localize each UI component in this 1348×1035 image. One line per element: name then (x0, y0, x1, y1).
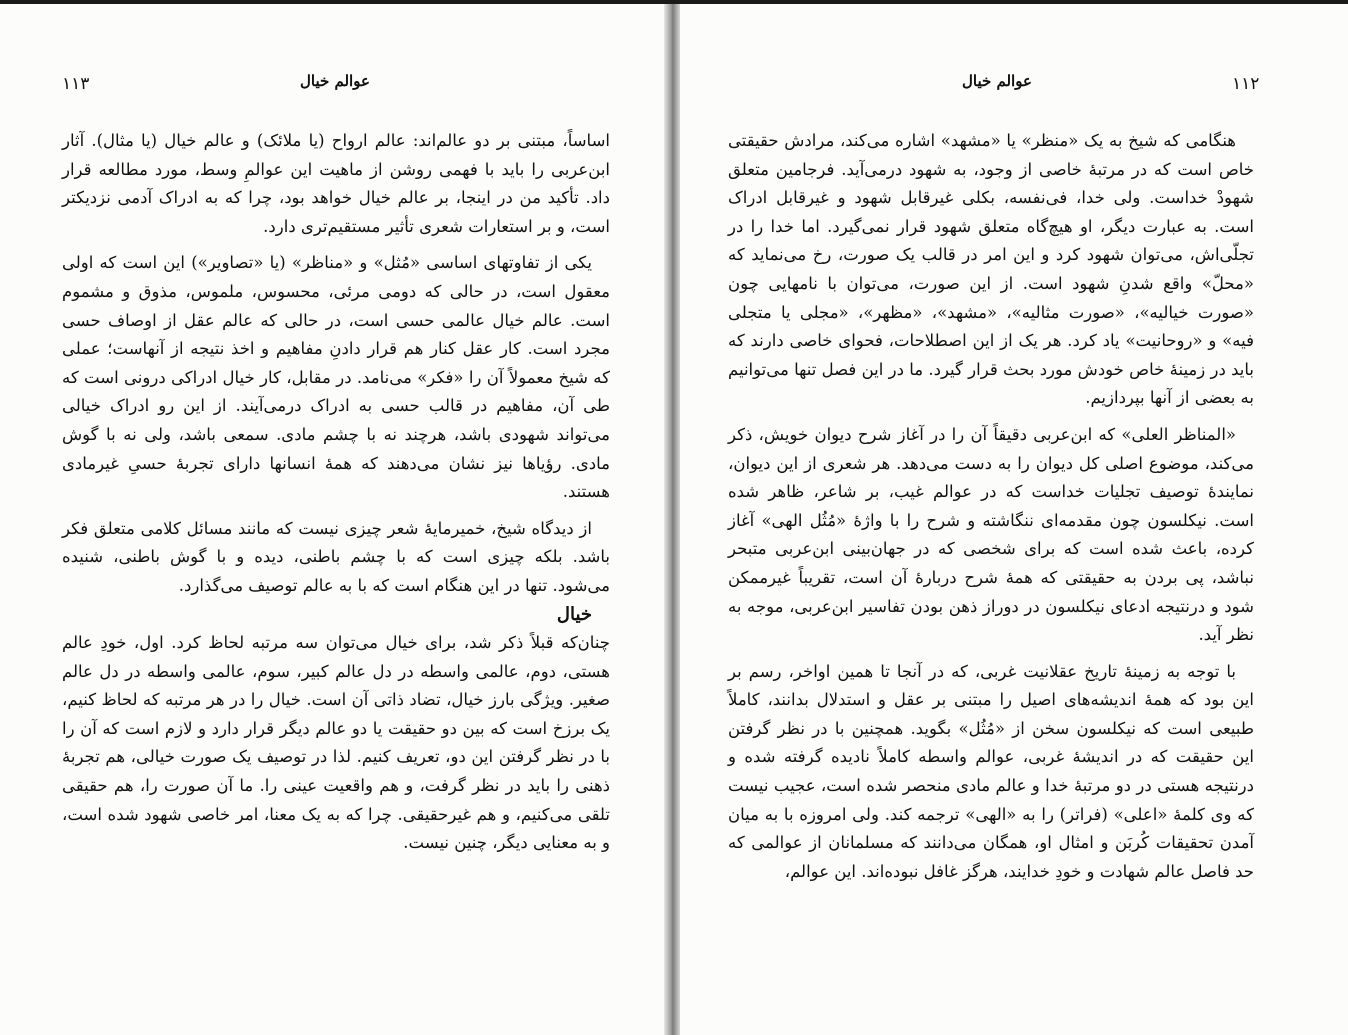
right-page (680, 4, 1348, 1035)
right-page-body (728, 127, 1254, 886)
right-paragraph-1: هنگامی که شیخ به یک «منظر» یا «مشهد» اشاره می‌کند، مرادش حقیقتی خاص است که در مرتبهٔ خاصی از وجود، به شهود درمی‌آید. فرجامین متعلق شهودْ خداست. ولی خدا، فی‌نفسه، بکلی غیرقابل شهود و غیرقابل ادراک است. به عبارت دیگر، او هیچ‌گاه متعلق شهود قرار نمی‌گیرد. اما خدا را در تجلّی‌اش، می‌توان شهود کرد و این امر در قالب یک صورت، رخ می‌نماید که «محلّ» واقع شدنِ شهود است. از این صورت، می‌توان با نامهایی چون «صورت خیالیه»، «صورت مثالیه»، «مشهد»، «مظهر»، «مجلی یا متجلی فیه» و «روحانیت» یاد کرد. هر یک از این اصطلاحات، فحوای خاصی دارند که باید در زمینهٔ خاص خودش مورد بحث قرار گیرد. ما در این فصل تنها می‌توانیم به بعضی از آنها بپردازیم. (728, 131, 1254, 408)
left-paragraph-2: یکی از تفاوتهای اساسی «مُثل» و «مناظر» (یا «تصاویر») این است که اولی معقول است، در حالی که دومی مرئی، محسوس، ملموس، مذوق و مشموم است. عالم خیال عالمی حسی است، در حالی که عالم عقل از اوصاف حسی مجرد است. کار عقل کنار هم قرار دادنِ مفاهیم و اخذ نتیجه از آنهاست؛ عملی که شیخ معمولاً آن را «فکر» می‌نامد. در مقابل، کار خیال ادراکی درونی است که طی آن، مفاهیم در قالب حسی به ادراک درمی‌آیند. از این رو ادراک خیالی می‌تواند شهودی باشد، هرچند نه با چشم مادی. سمعی باشد، ولی نه با گوش مادی. رؤیاها نیز نشان می‌دهند که همهٔ انسانها دارای تجربهٔ حسیِ غیرمادی هستند. (62, 253, 610, 502)
section-heading: خیال (556, 603, 592, 625)
book-gutter (664, 4, 680, 1035)
right-page-header: عوالم خیال (962, 72, 1032, 90)
left-page (0, 4, 664, 1035)
left-page-header: عوالم خیال (300, 72, 370, 90)
left-section-paragraph: چنان‌که قبلاً ذکر شد، برای خیال می‌توان سه مرتبه لحاظ کرد. اول، خودِ عالم هستی، دوم، عالمی واسطه در دل عالم کبیر، سوم، عالمی واسطه در دل عالم صغیر. ویژگی بارز خیال، تضاد ذاتی آن است. خیال را در هر مرتبه که لحاظ کنیم، یک برزخ است که بین دو حقیقت یا دو عالم دیگر قرار دارد و لازم است که آن را با در نظر گرفتن این دو، تعریف کنیم. لذا در توصیف یک صورت خیالی، هم تجربهٔ ذهنی را باید در نظر گرفت، و هم واقعیت عینی را. ما آن صورت را، هم حقیقی تلقی می‌کنیم، و هم غیرحقیقی. چرا که به یک معنا، امر خاصی شهود شده است، و به معنایی دیگر، چنین نیست. (62, 633, 610, 853)
left-paragraph-1: اساساً، مبتنی بر دو عالم‌اند: عالم ارواح (یا ملائک) و عالم خیال (یا مثال). آثار ابن‌عربی را باید با فهمی روشن از ماهیت این عوالمِ وسط، مورد مطالعه قرار داد. تأکید من در اینجا، بر عالم خیال خواهد بود، چرا که به ادراک آدمی نزدیکتر است، و بر استعارات شعری تأثیر مستقیم‌تری دارد. (62, 131, 610, 236)
right-paragraph-2: «المناظر العلی» که ابن‌عربی دقیقاً آن را در آغاز شرح دیوان خویش، ذکر می‌کند، موضوع اصلی کل دیوان را به دست می‌دهد. هر شعری از این دیوان، نمایندهٔ توصیف تجلیات خداست که در عوالم غیب، بر شاعر، ظاهر شده است. نیکلسون چون مقدمه‌ای ننگاشته و شرح را با واژهٔ «مُثُل الهی» آغاز کرده، باعث شده است که برای شخصی که در جهان‌بینی ابن‌عربی متبحر نباشد، پی بردن به حقیقتی که همهٔ شرح دربارهٔ آن است، تقریباً غیرممکن شود و درنتیجه ادعای نیکلسون در دوراز ذهن بودن تفاسیر ابن‌عربی، موجه به نظر آید. (728, 424, 1254, 645)
left-page-body (62, 127, 610, 858)
right-page-number: ۱۱۲ (1232, 74, 1260, 94)
left-paragraph-3: از دیدگاه شیخ، خمیرمایهٔ شعر چیزی نیست که مانند مسائل کلامی متعلق فکر باشد. بلکه چیزی است که با چشم باطنی، دیده و با گوش باطنی، شنیده می‌شود. تنها در این هنگام است که با به عالم توصیف می‌گذارد. (62, 518, 610, 595)
right-paragraph-3: با توجه به زمینهٔ تاریخ عقلانیت غربی، که در آنجا تا همین اواخر، رسم بر این بود که همهٔ اندیشه‌های اصیل را مبتنی بر عقل و استدلال بدانند، کاملاً طبیعی است که نیکلسون سخن از «مُثُل» بگوید. همچنین با در نظر گرفتن این حقیقت که در اندیشهٔ غربی، عوالم واسطه کاملاً نادیده گرفته شده و درنتیجه هستی در دو مرتبهٔ خدا و عالم مادی منحصر شده است، عجیب نیست که وی کلمهٔ «اعلی» (فراتر) را به «الهی» ترجمه کند. ولی امروزه با به میان آمدن تحقیقات کُربَن و امثال او، همگان می‌دانند که مسلمانان از عوالمی که حد فاصل عالم شهادت و خودِ خدایند، هرگز غافل نبوده‌اند. این عوالم، (728, 661, 1254, 881)
left-page-number: ۱۱۳ (62, 74, 90, 94)
